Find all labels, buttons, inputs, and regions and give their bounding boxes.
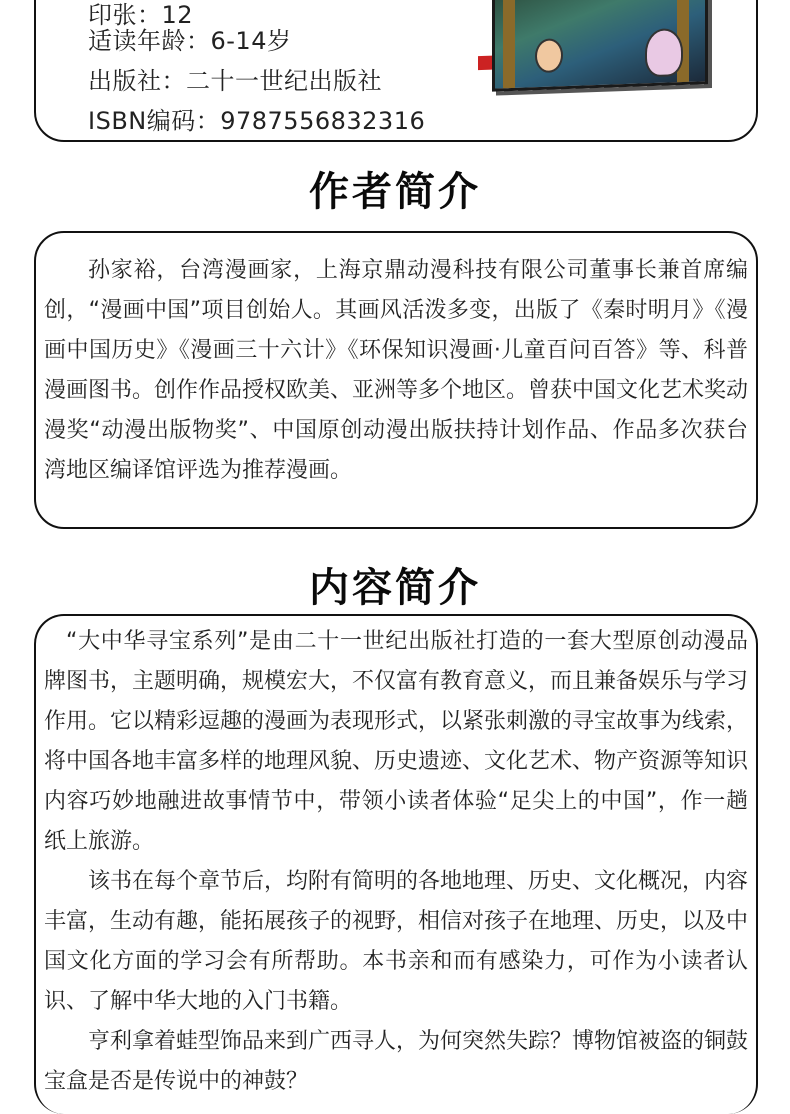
cover-frame-left	[503, 0, 515, 88]
content-summary-body	[44, 622, 748, 1102]
reading-age-text: 适读年龄：6-14岁	[88, 27, 292, 55]
publisher-text: 出版社：二十一世纪出版社	[88, 67, 382, 95]
book-cover-image	[492, 0, 702, 106]
author-section-title: 作者简介	[309, 169, 481, 215]
author-bio-panel	[34, 231, 758, 529]
cover-character-boy	[535, 38, 563, 73]
print-sheets-text: 印张：12	[88, 1, 194, 29]
isbn-text: ISBN编码：9787556832316	[88, 107, 426, 135]
content-paragraph-2: 该书在每个章节后，均附有简明的各地地理、历史、文化概况，内容丰富，生动有趣，能拓展孩子的视野，相信对孩子在地理、历史，以及中国文化方面的学习会有所帮助。本书亲和而有感染力，可作为小读者认识、了解中华大地的入门书籍。	[44, 869, 749, 1014]
content-paragraph-3: 亨利拿着蛙型饰品来到广西寻人，为何突然失踪？博物馆被盗的铜鼓宝盒是否是传说中的神鼓？	[44, 1029, 749, 1094]
content-paragraph-1: “大中华寻宝系列”是由二十一世纪出版社打造的一套大型原创动漫品牌图书，主题明确，规模宏大，不仅富有教育意义，而且兼备娱乐与学习作用。它以精彩逗趣的漫画为表现形式，以紧张刺激的寻宝故事为线索，将中国各地丰富多样的地理风貌、历史遗迹、文化艺术、物产资源等知识内容巧妙地融进故事情节中，带领小读者体验“足尖上的中国”，作一趟纸上旅游。	[44, 629, 749, 854]
cover-artwork	[492, 0, 708, 92]
content-summary-panel	[34, 614, 758, 1114]
content-section-title: 内容简介	[309, 565, 481, 611]
author-bio-text: 孙家裕，台湾漫画家，上海京鼎动漫科技有限公司董事长兼首席编创，“漫画中国”项目创始人。其画风活泼多变，出版了《秦时明月》《漫画中国历史》《漫画三十六计》《环保知识漫画·儿童百问百答》等、科普漫画图书。创作作品授权欧美、亚洲等多个地区。曾获中国文化艺术奖动漫奖“动漫出版物奖”、中国原创动漫出版扶持计划作品、作品多次获台湾地区编译馆评选为推荐漫画。	[44, 258, 749, 483]
book-info-panel	[34, 0, 758, 142]
cover-character-girl	[645, 28, 683, 77]
cover-logo-badge	[478, 56, 492, 70]
